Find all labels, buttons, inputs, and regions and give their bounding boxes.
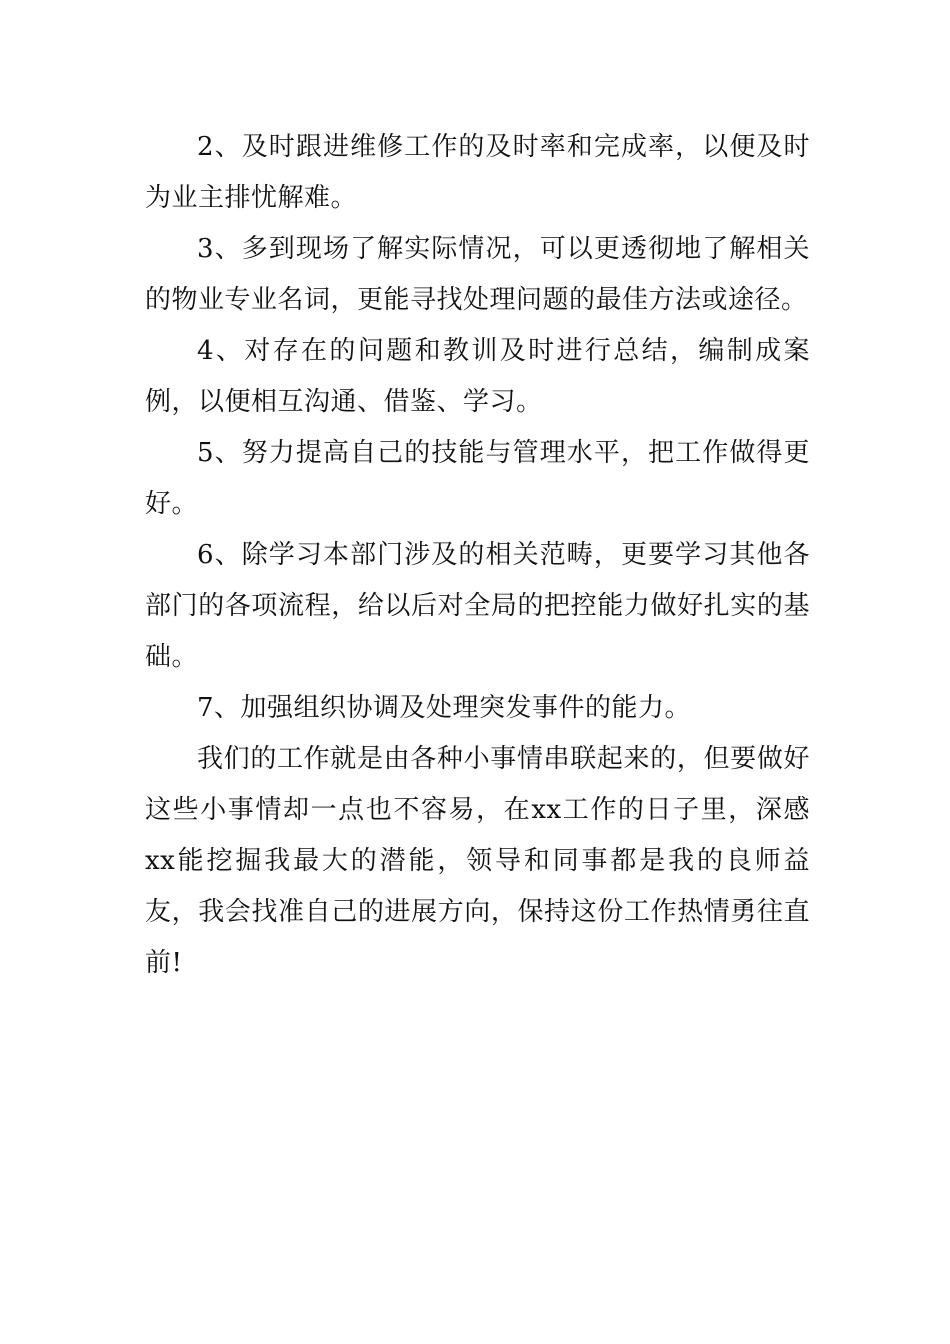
paragraph-item-3: 3、多到现场了解实际情况，可以更透彻地了解相关的物业专业名词，更能寻找处理问题的最佳方法或途径。 [145,234,810,315]
paragraph-item-7: 7、加强组织协调及处理突发事件的能力。 [197,693,692,723]
document-body [145,122,810,989]
paragraph-item-4: 4、对存在的问题和教训及时进行总结，编制成案例，以便相互沟通、借鉴、学习。 [145,336,810,417]
paragraph-item-5: 5、努力提高自己的技能与管理水平，把工作做得更好。 [145,438,810,519]
paragraph-item-6: 6、除学习本部门涉及的相关范畴，更要学习其他各部门的各项流程，给以后对全局的把控能力做好扎实的基础。 [145,540,810,672]
closing-paragraph: 我们的工作就是由各种小事情串联起来的，但要做好这些小事情却一点也不容易，在xx工作的日子里，深感xx能挖掘我最大的潜能，领导和同事都是我的良师益友，我会找准自己的进展方向，保持这份工作热情勇往直前! [145,744,810,978]
paragraph-item-2: 2、及时跟进维修工作的及时率和完成率，以便及时为业主排忧解难。 [145,132,810,213]
